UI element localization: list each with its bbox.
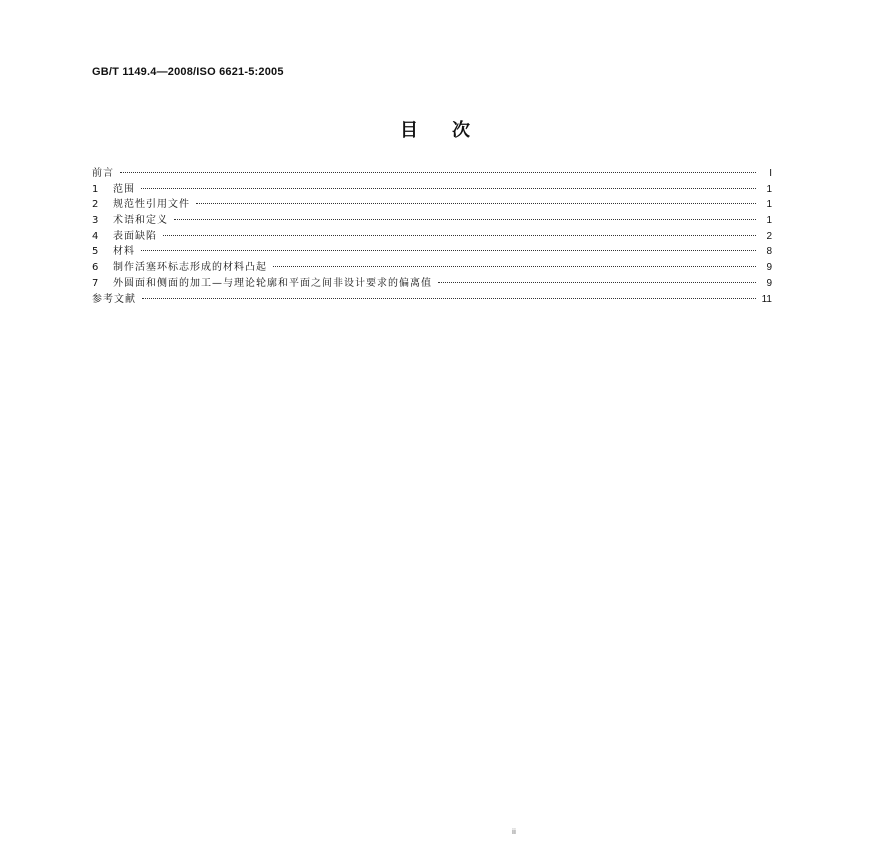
toc-entry-bibliography[interactable] [92,292,772,308]
toc-entry-page: 1 [766,215,772,227]
toc-entry-1[interactable] [92,182,772,198]
toc-entry-page: 8 [766,246,772,258]
toc-entry-label: 参考文献 [92,293,136,305]
toc-title [0,116,870,142]
dot-leader [438,282,756,283]
toc-entry-page: 9 [766,262,772,274]
toc-entry-number: 1 [92,183,99,195]
toc-title-part2: 次 [452,120,470,141]
toc-entry-foreword[interactable] [92,166,772,182]
toc-entry-page: 9 [766,277,772,289]
toc-entry-page: 11 [761,293,772,305]
toc-entry-6[interactable] [92,260,772,276]
standard-code-header: GB/T 1149.4—2008/ISO 6621-5:2005 [92,66,284,78]
toc-entry-2[interactable] [92,197,772,213]
table-of-contents [92,166,772,307]
toc-entry-number: 2 [92,199,99,211]
toc-entry-label: 外圆面和侧面的加工—与理论轮廓和平面之间非设计要求的偏离值 [113,277,432,289]
toc-entry-page: I [769,168,772,179]
toc-entry-label: 材料 [113,246,135,258]
toc-entry-number: 5 [92,246,99,258]
dot-leader [120,172,756,173]
dot-leader [273,266,756,267]
toc-entry-number: 4 [92,230,99,242]
toc-entry-page: 1 [766,183,772,195]
toc-entry-label: 表面缺陷 [113,230,157,242]
toc-title-part1: 目 [400,120,418,141]
toc-entry-label: 范围 [113,183,135,195]
dot-leader [163,235,756,236]
toc-entry-label: 制作活塞环标志形成的材料凸起 [113,262,267,274]
toc-entry-4[interactable] [92,229,772,245]
toc-entry-5[interactable] [92,244,772,260]
toc-entry-label: 前言 [92,168,114,179]
dot-leader [141,188,756,189]
dot-leader [141,250,756,251]
toc-entry-label: 术语和定义 [113,215,168,227]
toc-entry-number: 7 [92,277,99,289]
toc-entry-page: 1 [766,199,772,211]
dot-leader [196,203,756,204]
toc-entry-7[interactable] [92,276,772,292]
toc-entry-3[interactable] [92,213,772,229]
page-footer-mark: ii [512,828,516,836]
dot-leader [174,219,756,220]
toc-entry-page: 2 [766,230,772,242]
toc-entry-label: 规范性引用文件 [113,199,190,211]
toc-entry-number: 6 [92,262,99,274]
toc-entry-number: 3 [92,215,99,227]
dot-leader [142,298,756,299]
